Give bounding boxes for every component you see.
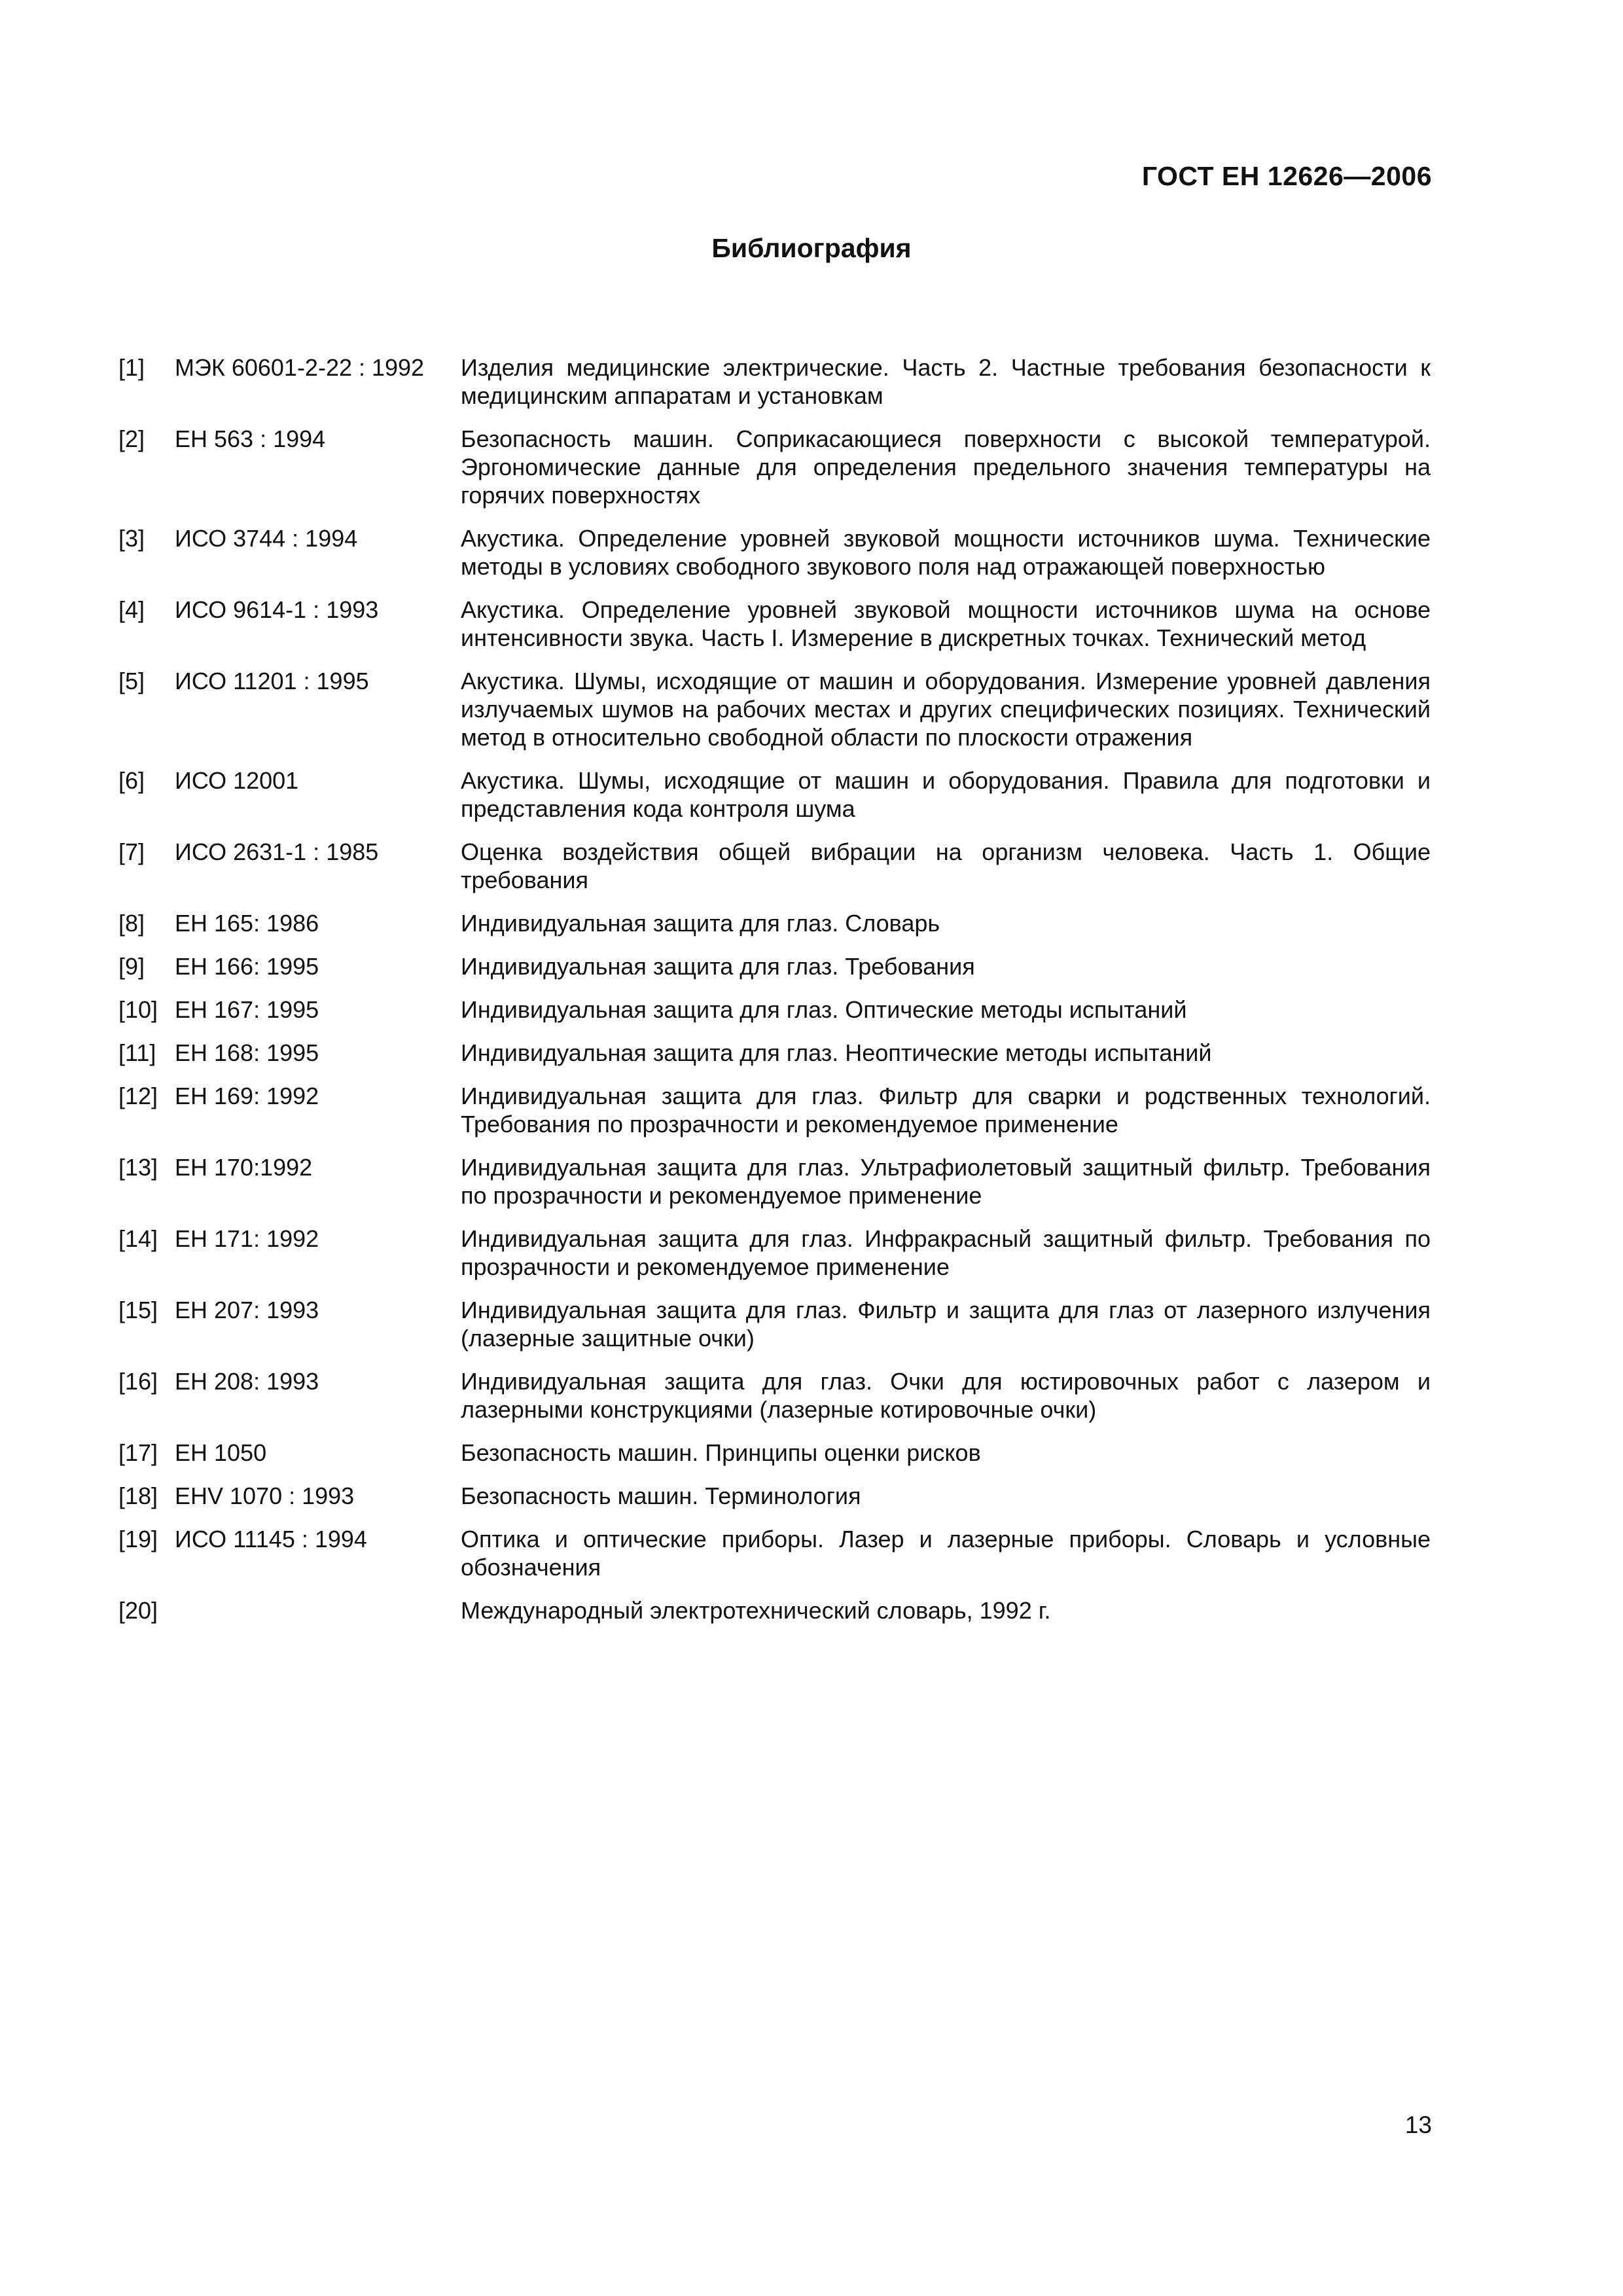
bibliography-entry (118, 909, 1431, 937)
document-code: ГОСТ ЕН 12626—2006 (1141, 161, 1432, 191)
standard-code: EHV 1070 : 1993 (175, 1482, 355, 1509)
standard-title: Акустика. Шумы, исходящие от машин и оборудования. Измерение уровней давления излучаемых шумов на рабочих местах и других специфических позициях. Технический метод в относительно свободной области по плоскости отражения (461, 668, 1431, 751)
bibliography-entry (118, 952, 1431, 980)
entry-number: [16] (118, 1368, 158, 1395)
entry-number: [17] (118, 1439, 158, 1466)
standard-title: Индивидуальная защита для глаз. Оптические методы испытаний (461, 996, 1187, 1023)
standard-code: ИСО 3744 : 1994 (175, 525, 358, 552)
standard-code: ИСО 9614-1 : 1993 (175, 596, 379, 623)
entry-number: [18] (118, 1482, 158, 1509)
entry-number: [13] (118, 1154, 158, 1181)
standard-title: Оптика и оптические приборы. Лазер и лазерные приборы. Словарь и условные обозначения (461, 1526, 1431, 1581)
standard-code: ЕН 171: 1992 (175, 1225, 319, 1252)
bibliography-entry (118, 1596, 1431, 1624)
bibliography-entry (118, 766, 1431, 823)
bibliography-entry (118, 1153, 1431, 1210)
standard-code: ЕН 1050 (175, 1439, 267, 1466)
standard-title: Индивидуальная защита для глаз. Фильтр и защита для глаз от лазерного излучения (лазерные защитные очки) (461, 1297, 1431, 1352)
bibliography-entry (118, 1439, 1431, 1467)
standard-title: Индивидуальная защита для глаз. Требования (461, 953, 975, 980)
bibliography-entry (118, 425, 1431, 509)
standard-code: ЕН 168: 1995 (175, 1039, 319, 1066)
standard-code: ИСО 2631-1 : 1985 (175, 838, 379, 865)
bibliography-entry (118, 353, 1431, 410)
entry-number: [1] (118, 354, 145, 381)
standard-code: ЕН 207: 1993 (175, 1297, 319, 1323)
bibliography-entry (118, 1482, 1431, 1510)
standard-code: МЭК 60601-2-22 : 1992 (175, 354, 425, 381)
standard-title: Акустика. Определение уровней звуковой мощности источников шума. Технические методы в условиях свободного звукового поля над отражающей поверхностью (461, 525, 1431, 580)
bibliography-list (118, 353, 1431, 1640)
entry-number: [8] (118, 910, 145, 937)
standard-title: Индивидуальная защита для глаз. Ультрафиолетовый защитный фильтр. Требования по прозрачности и рекомендуемое применение (461, 1154, 1431, 1209)
standard-code: ЕН 166: 1995 (175, 953, 319, 980)
standard-title: Акустика. Определение уровней звуковой мощности источников шума на основе интенсивности звука. Часть I. Измерение в дискретных точках. Технический метод (461, 596, 1431, 651)
standard-title: Индивидуальная защита для глаз. Инфракрасный защитный фильтр. Требования по прозрачности и рекомендуемое применение (461, 1225, 1431, 1280)
bibliography-entry (118, 1367, 1431, 1424)
standard-title: Международный электротехнический словарь, 1992 г. (461, 1597, 1051, 1624)
standard-title: Индивидуальная защита для глаз. Очки для юстировочных работ с лазером и лазерными конструкциями (лазерные котировочные очки) (461, 1368, 1431, 1423)
bibliography-entry (118, 838, 1431, 894)
bibliography-entry (118, 1296, 1431, 1352)
bibliography-entry (118, 1525, 1431, 1581)
standard-title: Акустика. Шумы, исходящие от машин и оборудования. Правила для подготовки и представления кода контроля шума (461, 767, 1431, 822)
standard-code: ЕН 563 : 1994 (175, 425, 326, 452)
entry-number: [3] (118, 525, 145, 552)
entry-number: [5] (118, 668, 145, 694)
entry-number: [19] (118, 1526, 158, 1552)
standard-title: Индивидуальная защита для глаз. Фильтр для сварки и родственных технологий. Требования по прозрачности и рекомендуемое применение (461, 1083, 1431, 1138)
entry-number: [12] (118, 1083, 158, 1109)
standard-title: Безопасность машин. Терминология (461, 1482, 861, 1509)
entry-number: [20] (118, 1597, 158, 1624)
entry-number: [9] (118, 953, 145, 980)
bibliography-entry (118, 1225, 1431, 1281)
bibliography-entry (118, 667, 1431, 751)
bibliography-entry (118, 1039, 1431, 1067)
entry-number: [11] (118, 1039, 156, 1066)
page-number: 13 (1404, 2111, 1432, 2138)
standard-code: ИСО 11201 : 1995 (175, 668, 369, 694)
entry-number: [14] (118, 1225, 158, 1252)
standard-title: Индивидуальная защита для глаз. Неоптические методы испытаний (461, 1039, 1212, 1066)
standard-code: ЕН 170:1992 (175, 1154, 313, 1181)
standard-code: ЕН 169: 1992 (175, 1083, 319, 1109)
bibliography-entry (118, 1082, 1431, 1138)
entry-number: [10] (118, 996, 158, 1023)
standard-code: ЕН 165: 1986 (175, 910, 319, 937)
standard-code: ИСО 12001 (175, 767, 299, 794)
standard-code: ИСО 11145 : 1994 (175, 1526, 367, 1552)
standard-code: ЕН 167: 1995 (175, 996, 319, 1023)
bibliography-entry (118, 524, 1431, 581)
standard-title: Безопасность машин. Соприкасающиеся поверхности с высокой температурой. Эргономические данные для определения предельного значения температуры на горячих поверхностях (461, 425, 1431, 509)
standard-title: Оценка воздействия общей вибрации на организм человека. Часть 1. Общие требования (461, 838, 1431, 893)
entry-number: [6] (118, 767, 145, 794)
standard-code: ЕН 208: 1993 (175, 1368, 319, 1395)
bibliography-entry (118, 996, 1431, 1024)
page-title: Библиография (711, 233, 912, 263)
bibliography-entry (118, 596, 1431, 652)
entry-number: [15] (118, 1297, 158, 1323)
standard-title: Изделия медицинские электрические. Часть 2. Частные требования безопасности к медицинским аппаратам и установкам (461, 354, 1431, 409)
entry-number: [4] (118, 596, 145, 623)
entry-number: [7] (118, 838, 145, 865)
standard-title: Индивидуальная защита для глаз. Словарь (461, 910, 940, 937)
standard-title: Безопасность машин. Принципы оценки рисков (461, 1439, 981, 1466)
entry-number: [2] (118, 425, 145, 452)
